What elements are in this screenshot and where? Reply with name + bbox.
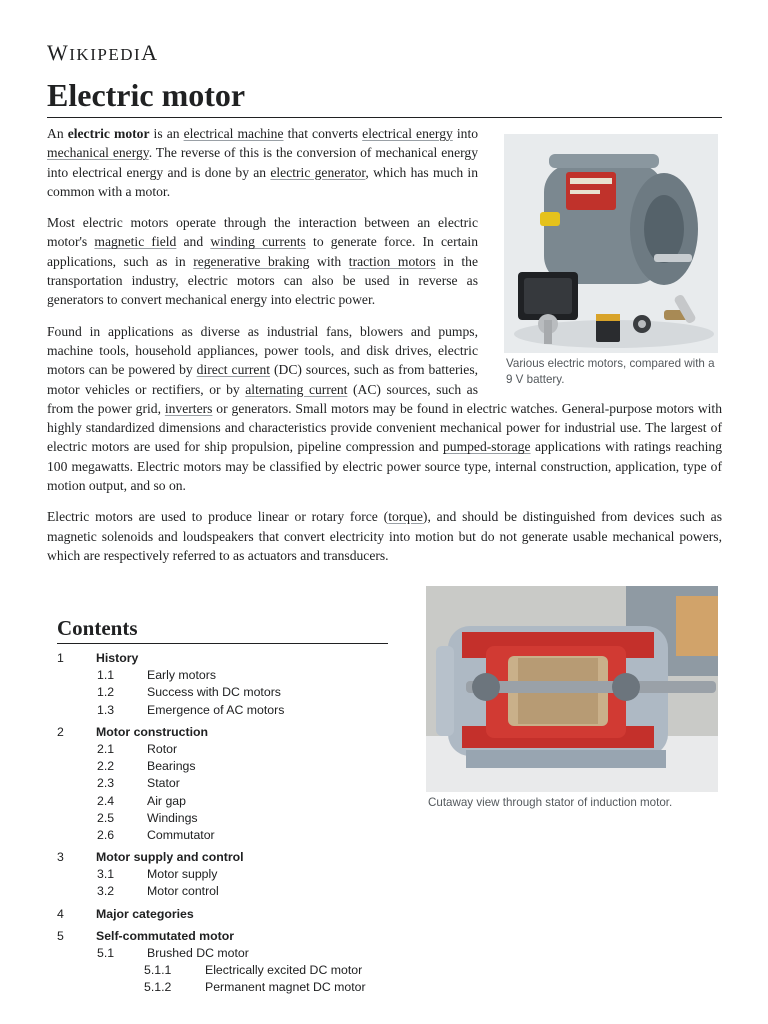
text: Electric motors are used to produce linear or rotary force (	[47, 509, 389, 525]
toc-item-emergence-ac[interactable]	[57, 702, 417, 719]
toc-number: 5	[57, 928, 64, 943]
toc-label: Emergence of AC motors	[147, 702, 285, 717]
link-traction-motors[interactable]: traction motors	[348, 253, 436, 269]
toc-number: 2.2	[97, 759, 115, 774]
toc-number: 2.3	[97, 776, 115, 791]
toc-label: Self-commutated motor	[96, 928, 235, 943]
toc-label: Early motors	[147, 668, 217, 683]
toc-number: 2.5	[97, 810, 115, 825]
text: Found in applications as diverse as industrial fans, blowers and pumps, machine tools, household appliances, power tools, and disk drives, electric motors can be powered by	[47, 323, 478, 378]
text: and	[176, 234, 211, 250]
toc-label: Brushed DC motor	[147, 946, 249, 960]
toc-item-stator[interactable]	[57, 775, 417, 792]
toc-section	[57, 906, 417, 923]
text: in the transportation industry, electric motors can also be used in reverse as generators to convert mechanical energy into electric power.	[47, 253, 478, 308]
text: that converts	[283, 126, 363, 141]
cutaway-illustration	[426, 586, 718, 792]
figure-cutaway-caption: Cutaway view through stator of induction motor.	[428, 796, 673, 809]
link-direct-current[interactable]: direct current	[196, 362, 271, 378]
toc-label: Motor construction	[96, 724, 209, 739]
toc-number: 2.4	[97, 793, 115, 808]
motors-illustration	[504, 134, 718, 353]
toc-item-electrically-excited[interactable]	[57, 962, 417, 979]
toc-item-early-motors[interactable]	[57, 667, 417, 684]
toc-label: Success with DC motors	[147, 685, 281, 700]
toc-section	[57, 650, 417, 719]
text: , which has much in common with a motor.	[47, 164, 479, 199]
link-pumped-storage[interactable]: pumped-storage	[442, 439, 531, 455]
paragraph-force	[47, 507, 722, 565]
wordmark-head: W	[47, 40, 70, 65]
toc-section	[57, 928, 417, 997]
toc-item-bearings[interactable]	[57, 758, 417, 775]
toc-number: 2.6	[97, 827, 115, 842]
link-alternating-current[interactable]: alternating current	[245, 381, 348, 397]
toc-item-commutator[interactable]	[57, 827, 417, 844]
toc-label: Air gap	[147, 793, 186, 808]
toc-item-motor-supply-control[interactable]	[57, 849, 417, 866]
text: applications with ratings reaching 100 megawatts. Electric motors may be classified by electric power source type, internal construction, application, type of motion output, and so on.	[47, 439, 722, 494]
text: or generators. Small motors may be found in electric watches. General-purpose motors with highly standardized dimensions and characteristics provide convenient mechanical power for industrial use. The largest of electric motors are used for ship propulsion, pipeline compression and	[47, 400, 722, 455]
toc-number: 3	[57, 850, 64, 865]
article-body	[47, 124, 722, 577]
text: is an	[149, 126, 184, 141]
toc-label: Bearings	[147, 759, 196, 774]
toc-item-motor-construction[interactable]	[57, 724, 417, 741]
toc-section	[57, 849, 417, 901]
toc-number: 5.1.2	[144, 980, 172, 995]
toc-label: Rotor	[147, 741, 178, 756]
toc-item-permanent-magnet[interactable]	[57, 979, 417, 996]
toc-item-motor-control[interactable]	[57, 883, 417, 900]
link-electric-generator[interactable]: electric generator	[270, 164, 366, 180]
toc-number: 1	[57, 651, 64, 665]
text: (DC) sources, such as from batteries, motor vehicles or rectifiers, or by	[47, 362, 479, 397]
motors-photo[interactable]	[504, 134, 718, 353]
toc-number: 2	[57, 724, 64, 739]
link-electrical-machine[interactable]: electrical machine	[183, 126, 284, 141]
text: (AC) sources, such as from the power grid,	[47, 381, 478, 416]
toc-number: 1.2	[97, 685, 115, 700]
toc-label: Stator	[147, 776, 180, 791]
link-torque[interactable]: torque	[388, 509, 423, 525]
link-inverters[interactable]: inverters	[164, 400, 213, 416]
figure-motors-caption: Various electric motors, compared with a 9 V battery.	[506, 357, 715, 386]
toc-number: 3.2	[97, 884, 115, 899]
table-of-contents	[57, 650, 417, 1002]
toc-item-air-gap[interactable]	[57, 793, 417, 810]
wordmark-mid: IKIPEDI	[69, 45, 142, 64]
text: with	[309, 253, 349, 269]
toc-item-history[interactable]	[57, 650, 417, 667]
page-title: Electric motor	[47, 74, 722, 118]
figure-cutaway	[426, 586, 718, 811]
link-mechanical-energy[interactable]: mechanical energy	[47, 145, 149, 161]
wikipedia-wordmark[interactable]	[47, 40, 159, 66]
toc-number: 4	[57, 906, 64, 921]
link-winding-currents[interactable]: winding currents	[210, 234, 306, 250]
link-magnetic-field[interactable]: magnetic field	[94, 234, 177, 250]
toc-label: History	[96, 651, 139, 665]
toc-number: 5.1	[97, 946, 115, 960]
toc-label: Commutator	[147, 827, 215, 842]
toc-label: Permanent magnet DC motor	[205, 980, 366, 995]
link-electrical-energy[interactable]: electrical energy	[362, 126, 453, 141]
toc-item-major-categories[interactable]	[57, 906, 417, 923]
toc-item-rotor[interactable]	[57, 741, 417, 758]
toc-number: 1.1	[97, 668, 115, 683]
bold-term: electric motor	[67, 126, 150, 141]
text: to generate force. In certain applications, such as in	[47, 234, 478, 269]
text: ), and should be distinguished from devices such as magnetic solenoids and loudspeakers that convert electricity into motion but do not generate usable mechanical powers, which are respectively referred to as actuators and transducers.	[47, 509, 722, 563]
toc-label: Motor control	[147, 884, 219, 899]
toc-number: 5.1.1	[144, 963, 172, 978]
text: . The reverse of this is the conversion of mechanical energy into electrical energy and is done by an	[47, 145, 478, 180]
text: Most electric motors operate through the interaction between an electric motor's	[47, 215, 478, 250]
wordmark-tail: A	[141, 40, 159, 65]
toc-item-brushed-dc[interactable]	[57, 945, 417, 962]
link-regenerative-braking[interactable]: regenerative braking	[193, 253, 310, 269]
text: into	[452, 126, 479, 141]
toc-label: Motor supply	[147, 867, 218, 882]
toc-label: Major categories	[96, 906, 194, 921]
toc-item-windings[interactable]	[57, 810, 417, 827]
toc-section	[57, 724, 417, 844]
toc-item-motor-supply[interactable]	[57, 866, 417, 883]
figure-motors	[504, 134, 718, 388]
toc-label: Motor supply and control	[96, 850, 244, 865]
toc-label: Electrically excited DC motor	[205, 963, 363, 978]
toc-number: 1.3	[97, 702, 115, 717]
toc-number: 3.1	[97, 867, 115, 882]
toc-item-self-commutated[interactable]	[57, 928, 417, 945]
toc-number: 2.1	[97, 741, 115, 756]
toc-label: Windings	[147, 810, 198, 825]
toc-item-success-dc[interactable]	[57, 684, 417, 701]
cutaway-photo[interactable]	[426, 586, 718, 792]
toc-title: Contents	[57, 613, 388, 644]
text: An	[47, 126, 68, 141]
